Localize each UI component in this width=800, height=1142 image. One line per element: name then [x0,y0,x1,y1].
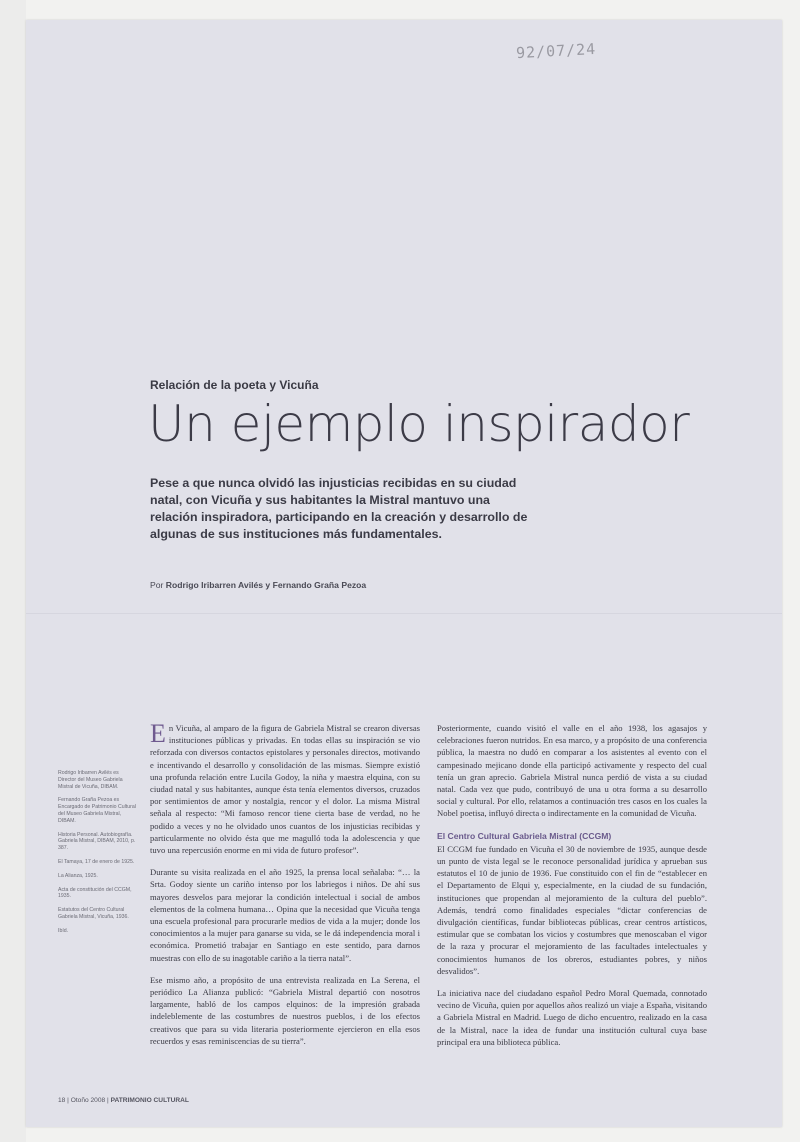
article-column-2 [437,722,707,1058]
body-paragraph: Durante su visita realizada en el año 1925, la prensa local señalaba: “… la Srta. Godoy siente un cariño intenso por los labriegos i niños. De ahí sus mayores desvelos para mejorar la condición intelectual i social de ambos elementos de la colmena humana… Opina que la necesidad que Vicuña tenga una escuela profesional para procurarle medios de vida a la mujer; donde los conocimientos a la mujer para ganarse su vida, se le dá independencia moral i económica. Prometió trabajar en Santiago en este sentido, para darnos muestras con ello de su inagotable cariño a la tierra natal”. [150,867,420,963]
article-kicker: Relación de la poeta y Vicuña [150,378,319,392]
body-text: n Vicuña, al amparo de la figura de Gabriela Mistral se crearon diversas instituciones públicas y privadas. En todas ellas su inspiración se vio reforzada con diversos contactos epistolares y personales directos, motivando e incentivando el desarrollo y consolidación de las mismas. Siempre existió una profunda relación entre Lucila Godoy, la niña y maestra elquina, con su ciudad natal y sus habitantes, aunque ésta tenía elementos diversos, cruzados por sentimientos de amor y nostalgia, rencor y el dolor. La misma Mistral señala al respecto: “Mi famoso rencor tiene cierta base de verdad, no he podido a veces y no he olvidado unos cuantos de los injusticias recibidas y particularmente no olvido ésta que me magulló toda la adolescencia y que tuvo una repercusión enorme en mi vida de futuro profesor”. [150,723,420,856]
scan-margin [0,0,26,1142]
article-headline: Un ejemplo inspirador [148,395,690,453]
sidebar-note: El Tamaya, 17 de enero de 1925. [58,858,135,865]
body-paragraph [150,719,420,856]
article-lede: Pese a que nunca olvidó las injusticias recibidas en su ciudad natal, con Vicuña y sus habitantes la Mistral mantuvo una relación inspiradora, participando en la creación y desarrollo de algunas de sus instituciones más fundamentales. [150,476,528,541]
sidebar-note: La Alianza, 1925. [58,872,98,879]
sidebar-note: Acta de constitución del CCGM, 1935. [58,886,132,900]
sidebar-note: Fernando Graña Pezoa es Encargado de Patrimonio Cultural del Museo Gabriela Mistral, DIBAM. [58,797,136,824]
drop-cap: E [150,719,166,748]
page-fold-line [26,613,782,614]
sidebar-note: Historia Personal. Autobiografía. Gabriela Mistral, DIBAM, 2010, p. 387. [58,831,136,852]
body-paragraph: Ese mismo año, a propósito de una entrevista realizada en La Serena, el periódico La Alianza publicó: “Gabriela Mistral departió con nosotros largamente, habló de los campos elquinos: de la impresión grabada indeleblemente de las costumbres de nuestros pueblos, i de los efectos creativos que para su vida literaria posteriormente ejercieron en ella esos recuerdos y esas reminiscencias de su tierra”. [150,974,420,1046]
sidebar-notes [58,770,138,942]
footer-page-info: 18 | Otoño 2008 | [58,1097,109,1104]
body-paragraph: La iniciativa nace del ciudadano español Pedro Moral Quemada, connotado vecino de Vicuña, quien por aquellos años realizó un viaje a España, visitando a Gabriela Mistral en Madrid. Luego de dicho encuentro, realizado en la casa de la Mistral, nace la idea de fundar una institución cultural cuya base principal era una biblioteca pública. [437,988,707,1047]
byline-prefix: Por [150,580,164,590]
handwritten-archive-code: 92/07/24 [515,39,597,63]
article-byline [150,580,366,590]
body-paragraph: Posteriormente, cuando visitó el valle en el año 1938, los agasajos y celebraciones fueron nutridos. En esa marco, y a propósito de una conferencia pública, la maestra no dudó en comparar a los asistentes al evento con el campesinado mejicano donde ella participó activamente y respecto del cual tenía un gran aprecio. Gabriela Mistral nunca perdió de vista a su ciudad natal. Cada vez que pudo, contribuyó de una u otra forma a su desarrollo social y cultural. Por ello, relatamos a continuación tres casos en los cuales la Nobel poetisa, influyó directa o indirectamente en la comunidad de Vicuña. [437,723,707,819]
sidebar-note: Ibíd. [58,927,69,934]
body-paragraph: El CCGM fue fundado en Vicuña el 30 de noviembre de 1935, aunque desde un punto de vista legal se le reconoce personalidad jurídica y aprueban sus estatutos el 10 de junio de 1936. Fue constituido con el fin de “establecer en el Departamento de Elqui y, especialmente, en la ciudad de su fundación, instituciones que propendan al mejoramiento de la cultura del pueblo”. Además, tendrá como finalidades especiales “dictar conferencias de divulgación científicas, fundar bibliotecas públicas, crear centros artísticos, estimular que se combatan los vicios y costumbres que menoscaban el vigor de la raza y procurar el mejoramiento de las facultades intelectuales y conocimientos humanos de los obreros, estudiantes pobres, y niños desvalidos”. [437,843,707,976]
sidebar-note: Rodrigo Iribarren Avilés es Director del Museo Gabriela Mistral de Vicuña, DIBAM. [58,770,123,790]
byline-authors: Rodrigo Iribarren Avilés y Fernando Graña Pezoa [165,580,367,590]
page-footer [58,1097,189,1104]
article-column-1 [150,719,420,1057]
sidebar-note: Estatutos del Centro Cultural Gabriela Mistral, Vicuña, 1936. [58,907,129,920]
footer-section: PATRIMONIO CULTURAL [110,1097,189,1104]
section-subheading: El Centro Cultural Gabriela Mistral (CCGM) [437,830,612,841]
